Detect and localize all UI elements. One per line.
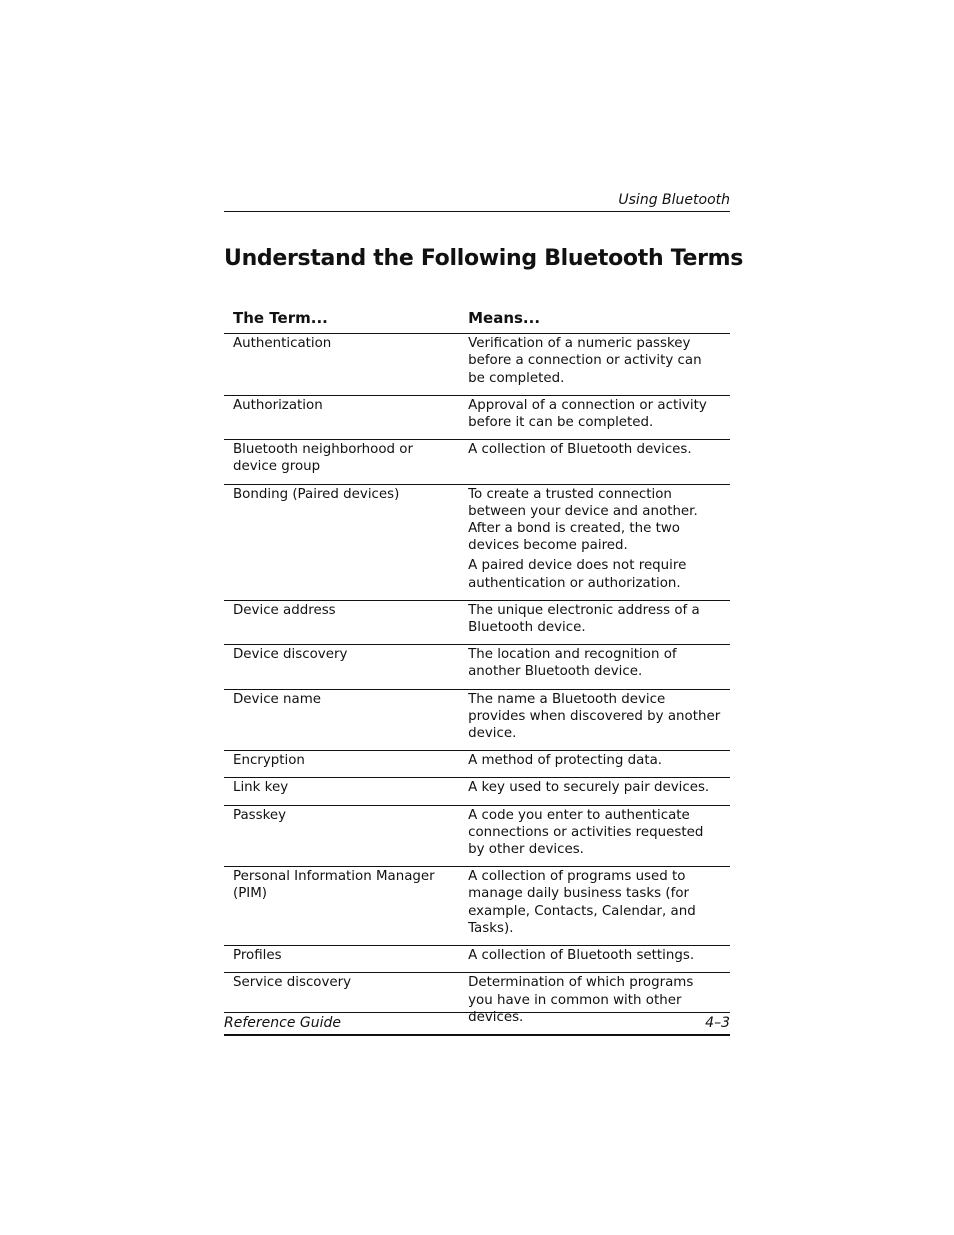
table-row (224, 600, 730, 644)
meaning-paragraph: A collection of Bluetooth settings. (468, 948, 695, 964)
term-cell: Passkey (224, 805, 459, 867)
meaning-cell (459, 645, 730, 689)
meaning-paragraph: Determination of which programs you have in common with other devices. (468, 975, 694, 1025)
page-title: Understand the Following Bluetooth Terms (224, 246, 744, 271)
meaning-cell (459, 751, 730, 778)
meaning-cell (459, 440, 730, 484)
term-cell: Device name (224, 689, 459, 751)
meaning-paragraph: Verification of a numeric passkey before a connection or activity can be completed. (468, 336, 702, 386)
meaning-paragraph: The location and recognition of another Bluetooth device. (468, 647, 677, 680)
meaning-cell (459, 600, 730, 644)
term-cell: Authorization (224, 395, 459, 439)
table-row (224, 778, 730, 805)
table-row (224, 334, 730, 396)
meaning-paragraph: A method of protecting data. (468, 753, 663, 769)
term-cell: Device discovery (224, 645, 459, 689)
meaning-paragraph: To create a trusted connection between your device and another. After a bond is created, the two devices become paired. (468, 486, 698, 554)
table-row (224, 689, 730, 751)
term-cell: Link key (224, 778, 459, 805)
meaning-paragraph: The name a Bluetooth device provides when discovered by another device. (468, 691, 721, 742)
term-cell: Service discovery (224, 973, 459, 1035)
terms-table-body (224, 334, 730, 1035)
column-header-term: The Term... (224, 305, 459, 334)
term-cell: Personal Information Manager (PIM) (224, 867, 459, 946)
term-cell: Authentication (224, 334, 459, 396)
footer-rule (224, 1012, 730, 1013)
page-number: 4–3 (705, 1015, 730, 1031)
meaning-paragraph: A key used to securely pair devices. (468, 780, 710, 796)
terms-table (224, 305, 730, 1036)
table-row (224, 805, 730, 867)
meaning-paragraph: The unique electronic address of a Bluetooth device. (468, 602, 700, 636)
table-row (224, 946, 730, 973)
table-row (224, 484, 730, 600)
header-rule (224, 211, 730, 212)
meaning-paragraph: Approval of a connection or activity before it can be completed. (468, 397, 707, 431)
term-cell: Device address (224, 600, 459, 644)
table-row (224, 751, 730, 778)
meaning-paragraph: A paired device does not require authentication or authorization. (468, 558, 687, 591)
table-header-row (224, 305, 730, 334)
meaning-cell (459, 484, 730, 600)
column-header-meaning: Means... (459, 305, 730, 334)
meaning-cell (459, 689, 730, 751)
term-cell: Profiles (224, 946, 459, 973)
meaning-paragraph: A collection of programs used to manage daily business tasks (for example, Contacts, Calendar, and Tasks). (468, 869, 696, 936)
meaning-cell (459, 805, 730, 867)
meaning-paragraph: A collection of Bluetooth devices. (468, 442, 692, 458)
footer-document-title: Reference Guide (224, 1015, 341, 1031)
term-cell: Encryption (224, 751, 459, 778)
meaning-cell (459, 946, 730, 973)
meaning-cell (459, 867, 730, 946)
table-row (224, 440, 730, 484)
table-row (224, 645, 730, 689)
meaning-cell (459, 395, 730, 439)
term-cell: Bluetooth neighborhood or device group (224, 440, 459, 484)
table-row (224, 395, 730, 439)
meaning-cell (459, 778, 730, 805)
term-cell: Bonding (Paired devices) (224, 484, 459, 600)
table-row (224, 867, 730, 946)
meaning-cell (459, 334, 730, 396)
meaning-paragraph: A code you enter to authenticate connections or activities requested by other devices. (468, 807, 704, 858)
running-head: Using Bluetooth (618, 192, 730, 208)
